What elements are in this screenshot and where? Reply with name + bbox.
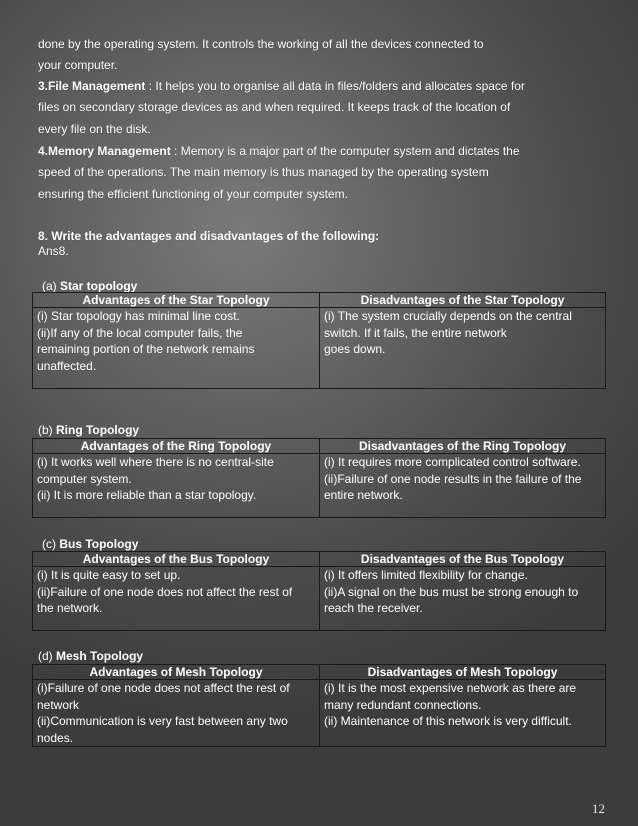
star-advantages-cell	[33, 308, 320, 389]
mesh-dis-line: (ii) Maintenance of this network is very difficult.	[324, 714, 572, 728]
mesh-topology-table	[32, 664, 606, 747]
bus-dis-line: (ii)A signal on the bus must be strong enough to	[324, 584, 579, 599]
ring-advantages-cell	[33, 454, 320, 518]
ring-topology-table	[32, 438, 606, 518]
bus-disadvantages-header: Disadvantages of the Bus Topology	[320, 552, 606, 567]
mesh-adv-line: nodes.	[37, 730, 74, 745]
mesh-disadvantages-header: Disadvantages of Mesh Topology	[320, 665, 606, 680]
bus-name: Bus Topology	[59, 537, 139, 551]
mesh-topology-title	[38, 649, 143, 663]
mesh-name: Mesh Topology	[56, 649, 144, 663]
star-advantages-header: Advantages of the Star Topology	[33, 293, 320, 308]
mesh-prefix: (d)	[38, 649, 56, 663]
mesh-disadvantages-cell	[320, 680, 606, 747]
ring-disadvantages-cell	[320, 454, 606, 518]
star-disadvantages-header: Disadvantages of the Star Topology	[320, 293, 606, 308]
bus-adv-line: (i) It is quite easy to set up.	[37, 568, 181, 582]
answer-label: Ans8.	[38, 244, 69, 258]
mesh-advantages-header: Advantages of Mesh Topology	[33, 665, 320, 680]
star-disadvantages-cell	[320, 308, 606, 389]
bus-dis-line: reach the receiver.	[324, 601, 423, 615]
bus-prefix: (c)	[42, 537, 60, 551]
mesh-adv-line: (ii)Communication is very fast between any two	[37, 714, 288, 728]
ring-advantages-header: Advantages of the Ring Topology	[33, 439, 320, 454]
bus-topology-table	[32, 551, 606, 631]
ring-dis-line: (i) It requires more complicated control software.	[324, 455, 581, 469]
file-management-line-3: every file on the disk.	[38, 122, 151, 136]
mesh-dis-line: (i) It is the most expensive network as there are	[324, 681, 577, 695]
star-name: Star topology	[60, 279, 138, 293]
mesh-advantages-cell	[33, 680, 320, 747]
memory-management-line-2: speed of the operations. The main memory is thus managed by the operating system	[38, 165, 489, 179]
intro-line-1: done by the operating system. It controls the working of all the devices connected to	[38, 37, 484, 51]
bus-dis-line: (i) It offers limited flexibility for change.	[324, 568, 528, 582]
star-adv-line: (ii)If any of the local computer fails, the	[37, 325, 243, 340]
mesh-adv-line: (i)Failure of one node does not affect the rest of	[37, 681, 290, 695]
bus-disadvantages-cell	[320, 567, 606, 631]
memory-management-text-1: : Memory is a major part of the computer system and dictates the	[170, 144, 520, 158]
file-management-text-1: : It helps you to organise all data in files/folders and allocates space for	[145, 79, 525, 93]
intro-line-2: your computer.	[38, 58, 118, 72]
file-management-line-1	[38, 78, 525, 94]
ring-dis-line: (ii)Failure of one node results in the failure of the	[324, 471, 582, 486]
mesh-dis-line: many redundant connections.	[324, 697, 482, 712]
file-management-label: 3.File Management	[38, 79, 146, 93]
bus-topology-title	[42, 537, 138, 551]
star-adv-line: unaffected.	[37, 358, 97, 373]
star-prefix: (a)	[42, 279, 60, 293]
bus-advantages-header: Advantages of the Bus Topology	[33, 552, 320, 567]
ring-adv-line: computer system.	[37, 471, 132, 486]
bus-adv-line: (ii)Failure of one node does not affect the rest of	[37, 584, 293, 599]
star-topology-table	[32, 292, 606, 389]
mesh-adv-line: network	[37, 697, 80, 712]
ring-prefix: (b)	[38, 423, 56, 437]
ring-adv-line: (ii) It is more reliable than a star topology.	[37, 488, 257, 502]
memory-management-line-3: ensuring the efficient functioning of your computer system.	[38, 187, 348, 201]
ring-disadvantages-header: Disadvantages of the Ring Topology	[320, 439, 606, 454]
question-heading: 8. Write the advantages and disadvantages of the following:	[38, 229, 380, 243]
star-dis-line: switch. If it fails, the entire network	[324, 325, 507, 340]
star-dis-line: (i) The system crucially depends on the central	[324, 309, 572, 323]
memory-management-line-1	[38, 143, 520, 159]
memory-management-label: 4.Memory Management	[38, 144, 171, 158]
page-number: 12	[592, 801, 605, 816]
bus-adv-line: the network.	[37, 601, 103, 615]
ring-adv-line: (i) It works well where there is no central-site	[37, 455, 274, 469]
ring-topology-title	[38, 423, 139, 437]
ring-dis-line: entire network.	[324, 488, 403, 502]
bus-advantages-cell	[33, 567, 320, 631]
star-topology-title	[42, 279, 137, 293]
ring-name: Ring Topology	[56, 423, 140, 437]
star-dis-line: goes down.	[324, 342, 386, 356]
star-adv-line: (i) Star topology has minimal line cost.	[37, 309, 240, 323]
file-management-line-2: files on secondary storage devices as and when required. It keeps track of the location of	[38, 100, 511, 114]
star-adv-line: remaining portion of the network remains	[37, 342, 255, 356]
